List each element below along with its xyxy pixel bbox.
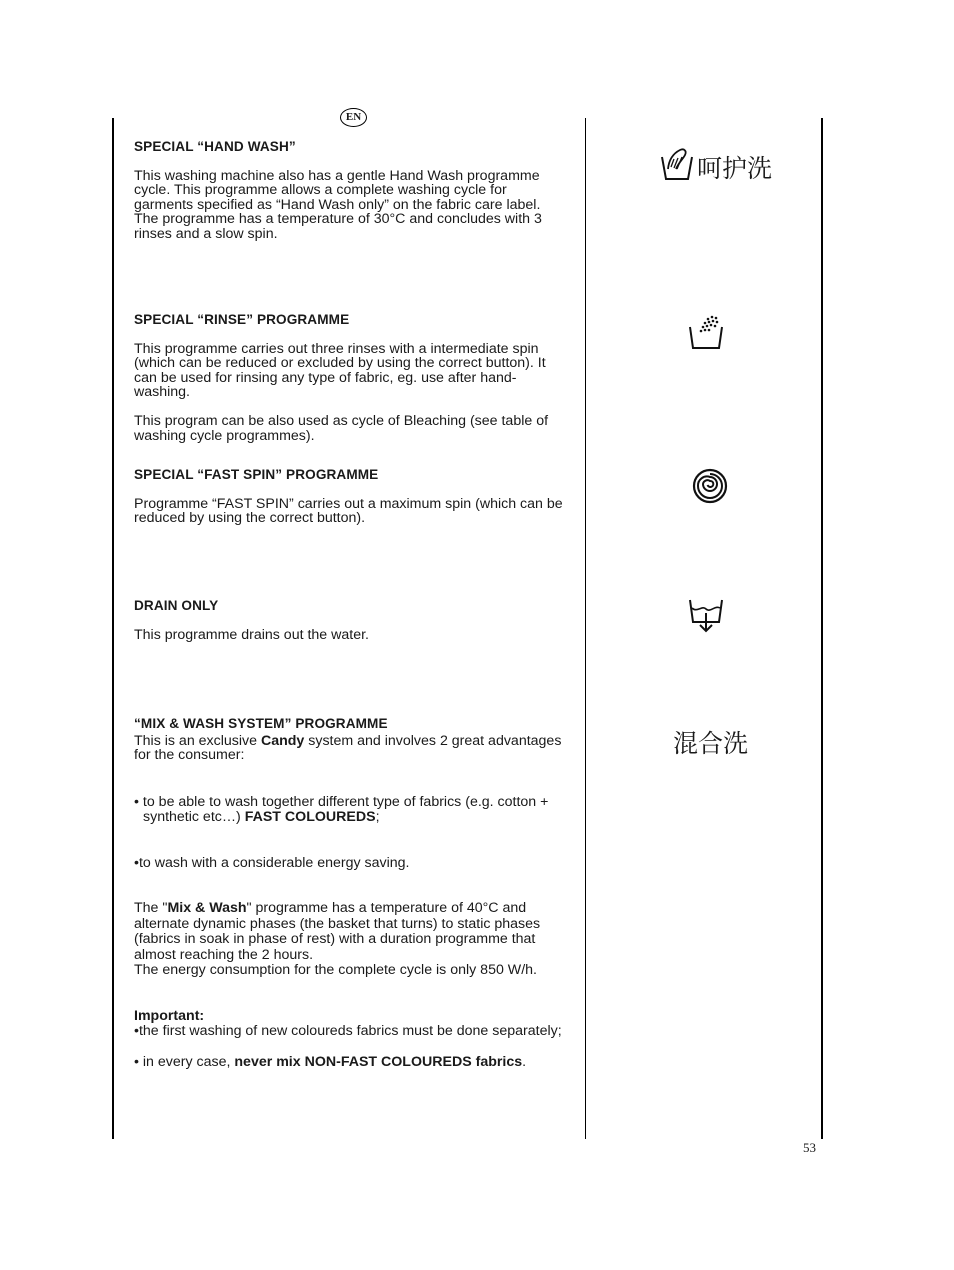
mix-wash-title: “MIX & WASH SYSTEM” PROGRAMME [134, 716, 388, 731]
mix-wash-bullet-1 [134, 795, 568, 826]
rinse-body-1: This programme carries out three rinses with a intermediate spin (which can be reduced or excluded by using the correct button). It can be used for rinsing any type of fabric, eg. use after hand-washing. [134, 340, 546, 401]
mix-wash-cn-label: 混合洗 [673, 729, 749, 758]
rinse-section [134, 313, 568, 443]
hand-wash-title: SPECIAL “HAND WASH” [134, 139, 296, 154]
hand-wash-icon [660, 145, 694, 188]
important-item-2 [134, 1055, 568, 1070]
mix-wash-intro-a: This is an exclusive [134, 732, 261, 749]
spin-icon [692, 468, 728, 509]
drain-title: DRAIN ONLY [134, 598, 219, 613]
paragraph-a: The " [134, 900, 168, 917]
important-item-1: •the first washing of new coloureds fabrics must be done separately; [134, 1023, 562, 1039]
mix-wash-section [134, 717, 568, 1069]
fast-spin-body: Programme “FAST SPIN” carries out a maximum spin (which can be reduced by using the correct button). [134, 495, 563, 527]
drain-icon [688, 598, 724, 641]
mix-wash-energy: The energy consumption for the complete cycle is only 850 W/h. [134, 962, 537, 978]
mix-wash-intro-b: system and involves 2 great advantages for the consumer: [134, 732, 562, 764]
important-item-2-a: • in every case, [134, 1053, 235, 1070]
mix-wash-intro [134, 734, 568, 763]
drain-section [134, 599, 568, 642]
language-badge: EN [340, 108, 367, 127]
bullet-1-end: ; [375, 809, 380, 826]
hand-wash-body: This washing machine also has a gentle Hand Wash programme cycle. This programme allows a complete washing cycle for garments specified as “Hand Wash only” on the fabric care label. The programme has a temperature of 30°C and concludes with 3 rinses and a slow spin. [134, 167, 542, 242]
fast-spin-section [134, 468, 568, 526]
page-number: 53 [803, 1140, 816, 1155]
fast-spin-title: SPECIAL “FAST SPIN” PROGRAMME [134, 467, 379, 482]
drain-body: This programme drains out the water. [134, 626, 369, 643]
paragraph-b: " programme has a temperature of 40°C and alternate dynamic phases (the basket that turns) to static phases (fabrics in soak in phase of rest) with a duration programme that almost reaching the 2 hours. [134, 900, 541, 963]
mix-wash-bullet-2: •to wash with a considerable energy saving. [134, 854, 410, 871]
bullet-1-text: • to be able to wash together different type of fabrics (e.g. cotton + synthetic etc…) [134, 793, 549, 826]
important-item-2-end: . [522, 1053, 527, 1070]
hand-wash-section [134, 140, 568, 242]
rinse-body-2: This program can be also used as cycle of Bleaching (see table of washing cycle programmes). [134, 412, 549, 444]
paragraph-bold: Mix & Wash [167, 900, 247, 917]
important-label: Important: [134, 1008, 205, 1025]
right-rule [821, 118, 823, 1139]
important-item-2-bold: never mix NON-FAST COLOUREDS fabrics [234, 1053, 523, 1070]
bullet-1-bold: FAST COLOUREDS [244, 809, 376, 826]
left-rule [112, 118, 114, 1139]
hand-wash-cn-label: 呵护洗 [697, 154, 773, 183]
brand-name: Candy [260, 732, 305, 749]
rinse-title: SPECIAL “RINSE” PROGRAMME [134, 312, 350, 327]
mix-wash-paragraph [134, 901, 568, 963]
middle-rule [585, 118, 586, 1139]
rinse-icon [688, 313, 724, 356]
